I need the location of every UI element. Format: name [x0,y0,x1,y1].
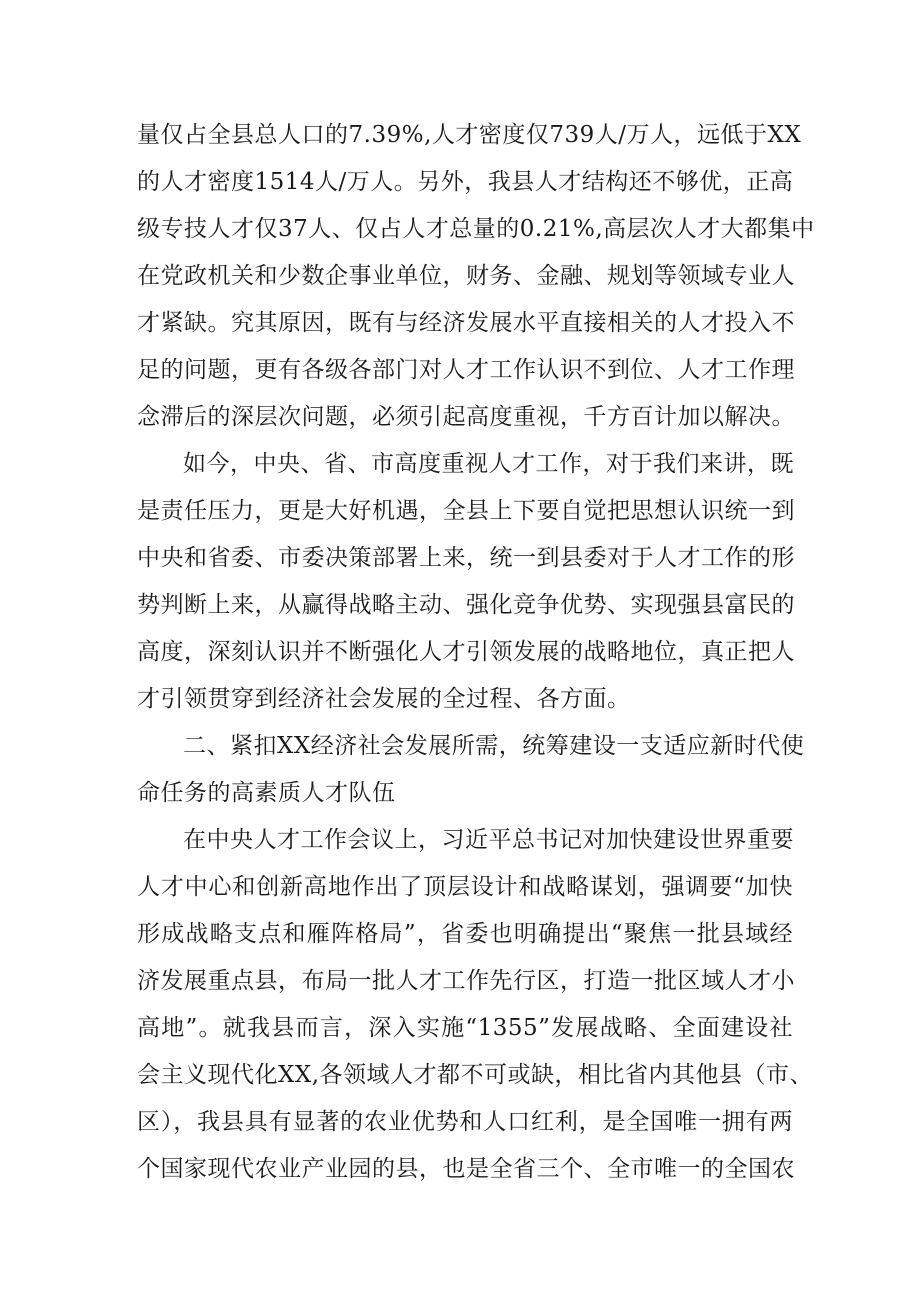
text-line: 才紧缺。究其原因，既有与经济发展水平直接相关的人才投入不 [137,310,795,336]
text-line: 区），我县具有显著的农业优势和人口红利，是全国唯一拥有两 [137,1109,793,1135]
text-line: 会主义现代化XX,各领域人才都不可或缺，相比省内其他县（市、 [137,1062,814,1088]
text-line: 中央和省委、市委决策部署上来，统一到县委对于人才工作的形 [137,545,795,571]
text-line: 在中央人才工作会议上，习近平总书记对加快建设世界重要 [183,827,794,853]
text-line: 的人才密度1514人/万人。另外，我县人才结构还不够优，正高 [137,169,794,195]
text-line: 足的问题，更有各级各部门对人才工作认识不到位、人才工作理 [137,357,795,383]
text-line: 高度，深刻认识并不断强化人才引领发展的战略地位，真正把人 [137,639,795,665]
text-line: 势判断上来，从赢得战略主动、强化竞争优势、实现强县富民的 [137,592,795,618]
text-line: 是责任压力，更是大好机遇，全县上下要自觉把思想认识统一到 [137,498,795,524]
text-line: 级专技人才仅37人、仅占人才总量的0.21%,高层次人才大都集中 [137,216,815,242]
text-line: 才引领贯穿到经济社会发展的全过程、各方面。 [137,686,631,712]
heading-line: 二、紧扣XX经济社会发展所需，统筹建设一支适应新时代使 [183,733,805,759]
text-line: 念滞后的深层次问题，必须引起高度重视，千方百计加以解决。 [137,404,795,430]
text-line: 形成战略支点和雁阵格局”，省委也明确提出“聚焦一批县域经 [137,921,793,947]
text-line: 济发展重点县，布局一批人才工作先行区，打造一批区域人才小 [137,968,795,994]
text-line: 高地”。就我县而言，深入实施“1355”发展战略、全面建设社 [137,1015,793,1041]
text-line: 人才中心和创新高地作出了顶层设计和战略谋划，强调要“加快 [137,874,793,900]
text-line: 个国家现代农业产业园的县，也是全省三个、全市唯一的全国农 [137,1156,795,1182]
heading-line: 命任务的高素质人才队伍 [137,780,396,806]
text-line: 量仅占全县总人口的7.39%,人才密度仅739人/万人，远低于XX [137,122,802,148]
text-line: 在党政机关和少数企事业单位，财务、金融、规划等领域专业人 [137,263,795,289]
text-line: 如今，中央、省、市高度重视人才工作，对于我们来讲，既 [183,451,794,477]
